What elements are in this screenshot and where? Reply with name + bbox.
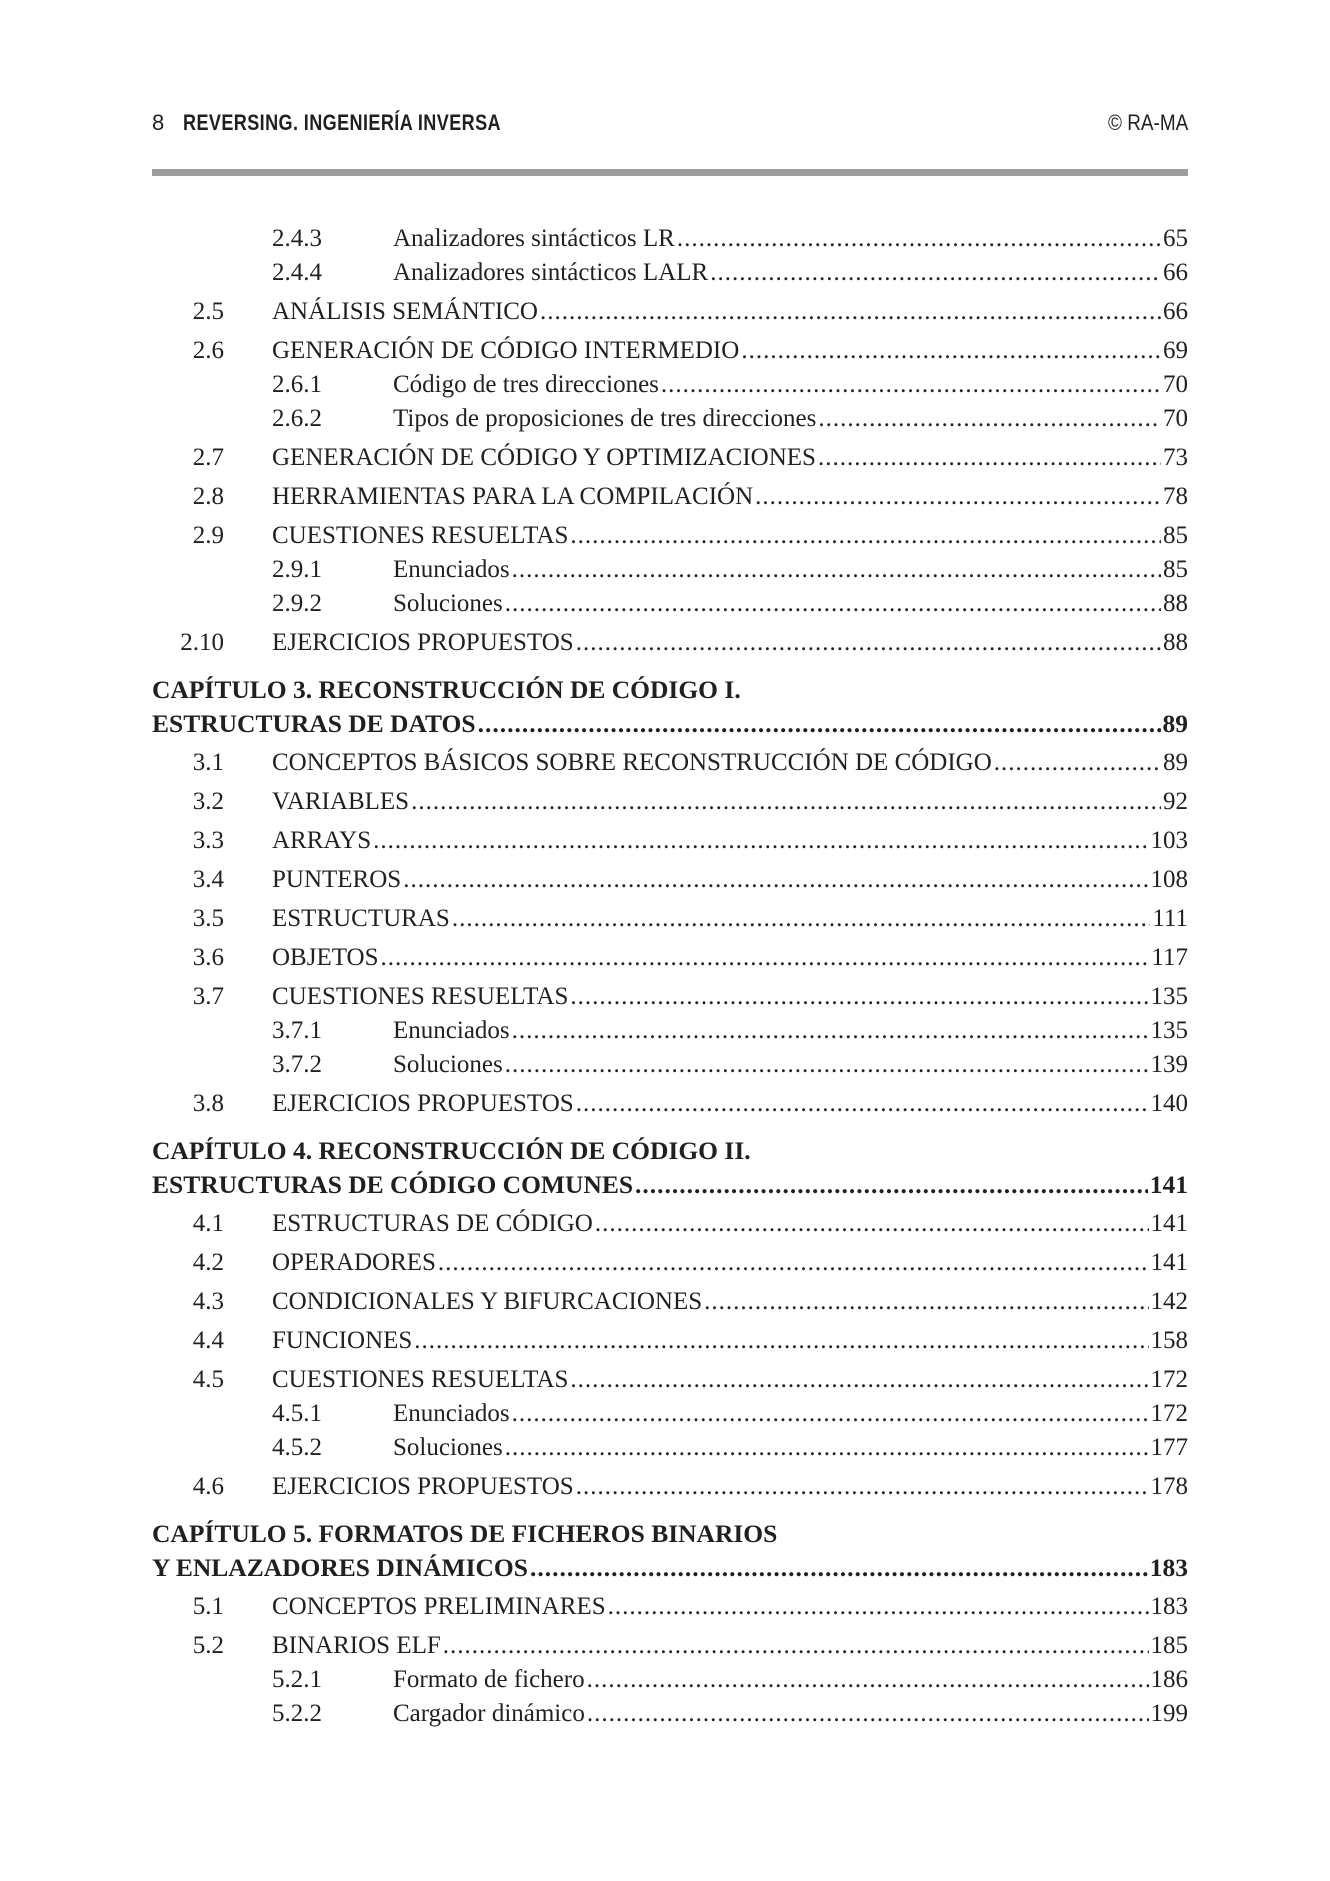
section-title: Formato de fichero [393, 1666, 585, 1693]
section-number: 2.9.2 [272, 590, 322, 617]
chapter-heading-continued[interactable] [152, 1168, 1188, 1202]
dot-leader [741, 334, 1161, 368]
section-title: EJERCICIOS PROPUESTOS [272, 629, 574, 656]
section-title: CUESTIONES RESUELTAS [272, 522, 569, 549]
header-rule [152, 169, 1188, 176]
section-page-number: 88 [1163, 629, 1188, 656]
section-title: Soluciones [393, 1434, 503, 1461]
section-number: 3.2 [192, 788, 224, 815]
toc-subsection[interactable] [152, 587, 1188, 621]
section-title: ANÁLISIS SEMÁNTICO [272, 298, 538, 325]
running-header [152, 110, 1188, 136]
section-title: CUESTIONES RESUELTAS [272, 983, 569, 1010]
section-number: 4.2 [192, 1249, 224, 1276]
dot-leader [373, 824, 1148, 858]
chapter-page-number: 141 [1149, 1170, 1188, 1199]
section-title: CUESTIONES RESUELTAS [272, 1366, 569, 1393]
section-number: 3.1 [192, 749, 224, 776]
toc-section[interactable] [152, 785, 1188, 819]
section-number: 2.6.2 [272, 405, 322, 432]
section-number: 3.7.2 [272, 1051, 322, 1078]
page-number: 8 [152, 110, 165, 135]
dot-leader [755, 480, 1161, 514]
dot-leader [512, 553, 1161, 587]
toc-section[interactable] [152, 746, 1188, 780]
section-page-number: 199 [1150, 1700, 1188, 1727]
section-page-number: 65 [1163, 225, 1188, 252]
section-number: 4.5.2 [272, 1434, 322, 1461]
dot-leader [452, 902, 1151, 936]
section-number: 2.10 [180, 629, 224, 656]
section-number: 4.1 [192, 1210, 224, 1237]
section-page-number: 139 [1150, 1051, 1188, 1078]
dot-leader [403, 863, 1148, 897]
section-title: ARRAYS [272, 827, 372, 854]
section-page-number: 185 [1150, 1632, 1188, 1659]
dot-leader [818, 441, 1161, 475]
section-title: CONCEPTOS PRELIMINARES [272, 1593, 606, 1620]
section-number: 5.2.1 [272, 1666, 322, 1693]
section-page-number: 186 [1150, 1666, 1188, 1693]
dot-leader [540, 295, 1161, 329]
section-page-number: 172 [1150, 1366, 1188, 1393]
section-page-number: 141 [1150, 1249, 1188, 1276]
section-page-number: 117 [1151, 944, 1188, 971]
toc-section[interactable] [152, 295, 1188, 329]
toc-subsection[interactable] [152, 368, 1188, 402]
toc-section[interactable] [152, 1324, 1188, 1358]
dot-leader [512, 1014, 1149, 1048]
dot-leader [381, 941, 1150, 975]
section-number: 2.6.1 [272, 371, 322, 398]
section-number: 3.5 [192, 905, 224, 932]
chapter-heading-continued[interactable] [152, 707, 1188, 741]
section-page-number: 78 [1163, 483, 1188, 510]
toc-subsection[interactable] [152, 1397, 1188, 1431]
dot-leader [570, 1363, 1148, 1397]
dot-leader [414, 1324, 1148, 1358]
toc-section[interactable] [152, 1207, 1188, 1241]
section-page-number: 177 [1150, 1434, 1188, 1461]
dot-leader [505, 587, 1161, 621]
header-left [152, 110, 571, 136]
book-title: REVERSING. INGENIERÍA INVERSA [182, 110, 501, 135]
dot-leader [570, 980, 1148, 1014]
section-page-number: 70 [1163, 405, 1188, 432]
chapter-title-line1: CAPÍTULO 3. RECONSTRUCCIÓN DE CÓDIGO I. [152, 675, 741, 704]
dot-leader [704, 1285, 1148, 1319]
section-page-number: 140 [1150, 1090, 1188, 1117]
publisher-mark: © RA-MA [1107, 110, 1188, 135]
chapter-heading[interactable] [152, 1134, 1188, 1168]
section-page-number: 66 [1163, 298, 1188, 325]
section-number: 2.7 [192, 444, 224, 471]
section-page-number: 183 [1150, 1593, 1188, 1620]
toc-subsection[interactable] [152, 1431, 1188, 1465]
dot-leader [710, 256, 1161, 290]
section-title: VARIABLES [272, 788, 410, 815]
dot-leader [505, 1431, 1149, 1465]
toc-section[interactable] [152, 1246, 1188, 1280]
section-number: 4.6 [192, 1473, 224, 1500]
section-page-number: 85 [1163, 522, 1188, 549]
chapter-page-number: 183 [1149, 1553, 1188, 1582]
dot-leader [661, 368, 1161, 402]
dot-leader [677, 222, 1161, 256]
section-number: 5.2 [192, 1632, 224, 1659]
section-title: ESTRUCTURAS [272, 905, 450, 932]
section-page-number: 85 [1163, 556, 1188, 583]
dot-leader [587, 1697, 1149, 1731]
toc-section[interactable] [152, 980, 1188, 1014]
section-number: 2.8 [192, 483, 224, 510]
toc-subsection[interactable] [152, 1014, 1188, 1048]
section-number: 4.3 [192, 1288, 224, 1315]
dot-leader [570, 519, 1161, 553]
section-title: BINARIOS ELF [272, 1632, 441, 1659]
section-page-number: 88 [1163, 590, 1188, 617]
section-page-number: 89 [1163, 749, 1188, 776]
section-number: 3.8 [192, 1090, 224, 1117]
dot-leader [512, 1397, 1149, 1431]
section-number: 2.5 [192, 298, 224, 325]
toc-section[interactable] [152, 1087, 1188, 1121]
section-number: 4.5 [192, 1366, 224, 1393]
dot-leader [635, 1168, 1148, 1202]
section-title: Cargador dinámico [393, 1700, 585, 1727]
chapter-title-line2: ESTRUCTURAS DE CÓDIGO COMUNES [152, 1170, 634, 1199]
section-number: 2.4.3 [272, 225, 322, 252]
section-title: Analizadores sintácticos LALR [393, 259, 709, 286]
section-title: ESTRUCTURAS DE CÓDIGO [272, 1210, 593, 1237]
section-title: Analizadores sintácticos LR [393, 225, 675, 252]
toc-subsection[interactable] [152, 1697, 1188, 1731]
section-title: EJERCICIOS PROPUESTOS [272, 1090, 574, 1117]
dot-leader [411, 785, 1161, 819]
chapter-heading[interactable] [152, 1517, 1188, 1551]
section-page-number: 172 [1150, 1400, 1188, 1427]
toc-section[interactable] [152, 1470, 1188, 1504]
section-page-number: 141 [1150, 1210, 1188, 1237]
section-number: 2.6 [192, 337, 224, 364]
section-page-number: 135 [1150, 983, 1188, 1010]
section-title: Soluciones [393, 590, 503, 617]
section-number: 3.6 [192, 944, 224, 971]
dot-leader [576, 626, 1161, 660]
section-number: 2.9 [192, 522, 224, 549]
section-page-number: 108 [1150, 866, 1188, 893]
section-page-number: 66 [1163, 259, 1188, 286]
dot-leader [576, 1470, 1149, 1504]
toc-section[interactable] [152, 441, 1188, 475]
section-title: HERRAMIENTAS PARA LA COMPILACIÓN [272, 483, 754, 510]
section-page-number: 73 [1163, 444, 1188, 471]
section-page-number: 178 [1150, 1473, 1188, 1500]
toc-section[interactable] [152, 902, 1188, 936]
section-title: OPERADORES [272, 1249, 436, 1276]
section-page-number: 111 [1152, 905, 1188, 932]
chapter-heading[interactable] [152, 673, 1188, 707]
dot-leader [478, 707, 1161, 741]
section-title: Tipos de proposiciones de tres direcciones [393, 405, 817, 432]
section-page-number: 69 [1163, 337, 1188, 364]
toc-section[interactable] [152, 1285, 1188, 1319]
toc-section[interactable] [152, 334, 1188, 368]
toc-section[interactable] [152, 863, 1188, 897]
toc-section[interactable] [152, 519, 1188, 553]
section-number: 5.1 [192, 1593, 224, 1620]
toc-subsection[interactable] [152, 222, 1188, 256]
section-number: 2.9.1 [272, 556, 322, 583]
section-number: 3.7.1 [272, 1017, 322, 1044]
chapter-title-line2: Y ENLAZADORES DINÁMICOS [152, 1553, 528, 1582]
dot-leader [576, 1087, 1149, 1121]
chapter-title-line1: CAPÍTULO 5. FORMATOS DE FICHEROS BINARIOS [152, 1519, 778, 1548]
toc-section[interactable] [152, 480, 1188, 514]
toc-subsection[interactable] [152, 402, 1188, 436]
chapter-title-line2: ESTRUCTURAS DE DATOS [152, 709, 476, 738]
section-page-number: 142 [1150, 1288, 1188, 1315]
section-page-number: 158 [1150, 1327, 1188, 1354]
section-title: GENERACIÓN DE CÓDIGO Y OPTIMIZACIONES [272, 444, 816, 471]
section-number: 4.4 [192, 1327, 224, 1354]
section-page-number: 92 [1163, 788, 1188, 815]
toc-section[interactable] [152, 1629, 1188, 1663]
section-title: CONCEPTOS BÁSICOS SOBRE RECONSTRUCCIÓN DE CÓDIGO [272, 749, 992, 776]
dot-leader [994, 746, 1161, 780]
toc-subsection[interactable] [152, 256, 1188, 290]
section-title: PUNTEROS [272, 866, 402, 893]
section-page-number: 70 [1163, 371, 1188, 398]
section-number: 3.7 [192, 983, 224, 1010]
dot-leader [530, 1551, 1148, 1585]
toc-section[interactable] [152, 1590, 1188, 1624]
section-title: Enunciados [393, 556, 510, 583]
dot-leader [587, 1663, 1149, 1697]
section-page-number: 103 [1150, 827, 1188, 854]
section-number: 4.5.1 [272, 1400, 322, 1427]
table-of-contents [152, 222, 1188, 1731]
section-number: 5.2.2 [272, 1700, 322, 1727]
toc-subsection[interactable] [152, 1663, 1188, 1697]
chapter-heading-continued[interactable] [152, 1551, 1188, 1585]
chapter-page-number: 89 [1162, 709, 1188, 738]
section-number: 3.4 [192, 866, 224, 893]
dot-leader [438, 1246, 1149, 1280]
section-title: EJERCICIOS PROPUESTOS [272, 1473, 574, 1500]
dot-leader [505, 1048, 1149, 1082]
toc-subsection[interactable] [152, 553, 1188, 587]
section-title: Soluciones [393, 1051, 503, 1078]
section-title: CONDICIONALES Y BIFURCACIONES [272, 1288, 703, 1315]
section-page-number: 135 [1150, 1017, 1188, 1044]
section-title: Enunciados [393, 1017, 510, 1044]
toc-section[interactable] [152, 941, 1188, 975]
dot-leader [608, 1590, 1149, 1624]
dot-leader [595, 1207, 1149, 1241]
chapter-title-line1: CAPÍTULO 4. RECONSTRUCCIÓN DE CÓDIGO II. [152, 1136, 751, 1165]
toc-section[interactable] [152, 824, 1188, 858]
toc-section[interactable] [152, 626, 1188, 660]
section-title: Código de tres direcciones [393, 371, 659, 398]
section-title: OBJETOS [272, 944, 379, 971]
section-number: 3.3 [192, 827, 224, 854]
dot-leader [443, 1629, 1149, 1663]
toc-section[interactable] [152, 1363, 1188, 1397]
toc-subsection[interactable] [152, 1048, 1188, 1082]
dot-leader [818, 402, 1161, 436]
section-title: Enunciados [393, 1400, 510, 1427]
section-number: 2.4.4 [272, 259, 322, 286]
section-title: FUNCIONES [272, 1327, 413, 1354]
section-title: GENERACIÓN DE CÓDIGO INTERMEDIO [272, 337, 740, 364]
